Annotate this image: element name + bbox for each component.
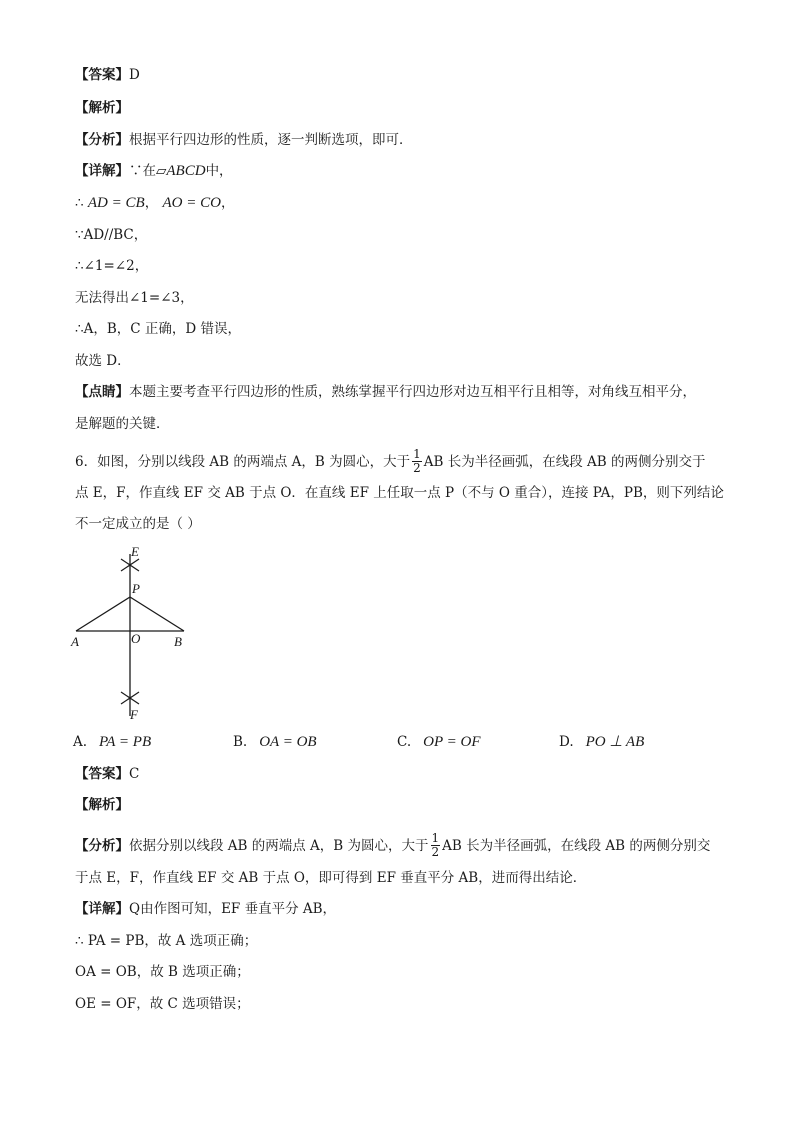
answer-tag: 【答案】 (75, 766, 129, 782)
q5-line-3: ∴∠1=∠2， (75, 258, 149, 274)
separator: ， (144, 195, 159, 211)
label-e: E (131, 544, 139, 559)
fenxi-part1: 依据分别以线段 AB 的两端点 A，B 为圆心，大于 (129, 838, 429, 854)
q5-line-6: 故选 D． (75, 353, 131, 369)
q5-dianjing-line2: 是解题的关键． (75, 416, 170, 432)
therefore-symbol: ∴ (75, 195, 84, 211)
q6-answer-line (75, 765, 139, 783)
q6-detail-line3: OA = OB，故 B 选项正确； (75, 964, 250, 980)
option-value: PA = PB (99, 734, 152, 750)
q6-fenxi-line1 (75, 833, 710, 860)
option-value: OP = OF (423, 734, 481, 750)
q6-detail-line4: OE = OF，故 C 选项错误； (75, 996, 250, 1012)
option-d[interactable] (559, 733, 644, 751)
detail-tag: 【详解】 (75, 901, 129, 917)
option-value: OA = OB (259, 734, 317, 750)
fenxi-text: 根据平行四边形的性质，逐一判断选项，即可． (129, 132, 413, 148)
q6-stem-line1 (75, 449, 705, 476)
dianjing-tag: 【点睛】 (75, 384, 129, 400)
equation-ad-cb: AD = CB (87, 195, 145, 211)
label-a: A (71, 634, 79, 649)
fenxi-part2: AB 长为半径画弧，在线段 AB 的两侧分别交 (442, 838, 711, 854)
q5-line-5: ∴A，B，C 正确，D 错误， (75, 321, 241, 337)
answer-value: D (129, 67, 140, 83)
label-o: O (131, 631, 141, 646)
q5-line-2: ∵AD//BC， (75, 227, 148, 243)
label-p: P (132, 581, 140, 596)
parallelogram-symbol: ▱ (156, 163, 167, 179)
label-f: F (130, 707, 138, 722)
q5-analysis-heading (75, 99, 129, 117)
q6-fenxi-line2: 于点 E，F，作直线 EF 交 AB 于点 O，即可得到 EF 垂直平分 AB，进而得出结论． (75, 870, 587, 886)
q6-stem-line3: 不一定成立的是（ ） (75, 516, 201, 532)
detail-suffix: 中， (205, 163, 233, 179)
q5-answer-line (75, 66, 140, 84)
q5-fenxi-line (75, 131, 413, 149)
fraction-half (412, 448, 422, 475)
q5-line-4: 无法得出∠1=∠3， (75, 290, 194, 306)
option-b[interactable] (233, 733, 317, 751)
fraction-half (431, 832, 441, 859)
fraction-numerator: 1 (413, 447, 421, 461)
q6-detail-line2: ∴ PA = PB，故 A 选项正确； (75, 933, 258, 949)
detail-prefix: ∵在 (129, 163, 156, 179)
option-letter: C. (397, 734, 412, 750)
option-c[interactable] (397, 733, 480, 751)
q5-line-1 (75, 194, 234, 212)
stem-part2: AB 长为半径画弧，在线段 AB 的两侧分别交于 (423, 454, 706, 470)
analysis-tag: 【解析】 (75, 100, 129, 116)
analysis-tag: 【解析】 (75, 797, 129, 813)
q6-stem-line2: 点 E，F，作直线 EF 交 AB 于点 O．在直线 EF 上任取一点 P（不与 O 重合），连接 PA，PB，则下列结论 (75, 485, 724, 501)
q5-dianjing-line1 (75, 383, 696, 401)
option-letter: B. (233, 734, 248, 750)
q5-detail-line (75, 162, 233, 180)
fenxi-tag: 【分析】 (75, 132, 129, 148)
option-letter: A. (73, 734, 88, 750)
segment-pb (130, 597, 184, 631)
geometry-figure (68, 542, 198, 722)
label-b: B (174, 634, 182, 649)
shape-name: ABCD (166, 163, 206, 179)
fraction-numerator: 1 (431, 831, 440, 845)
option-value: PO ⊥ AB (585, 734, 645, 750)
stem-part1: 6．如图，分别以线段 AB 的两端点 A，B 为圆心，大于 (75, 454, 411, 470)
equation-ao-co: AO = CO (162, 195, 221, 211)
answer-value: C (129, 766, 140, 782)
option-a[interactable] (73, 733, 151, 751)
q6-detail-line1 (75, 900, 336, 918)
dianjing-text: 本题主要考查平行四边形的性质，熟练掌握平行四边形对边互相平行且相等，对角线互相平分， (129, 384, 696, 400)
detail-text: Q由作图可知，EF 垂直平分 AB， (129, 901, 337, 917)
fraction-denominator: 2 (431, 845, 440, 859)
answer-tag: 【答案】 (75, 67, 129, 83)
option-letter: D. (559, 734, 574, 750)
q6-analysis-heading (75, 796, 129, 814)
fenxi-tag: 【分析】 (75, 838, 129, 854)
detail-tag: 【详解】 (75, 163, 129, 179)
fraction-denominator: 2 (413, 461, 421, 475)
line-end: ， (220, 195, 235, 211)
segment-pa (76, 597, 130, 631)
